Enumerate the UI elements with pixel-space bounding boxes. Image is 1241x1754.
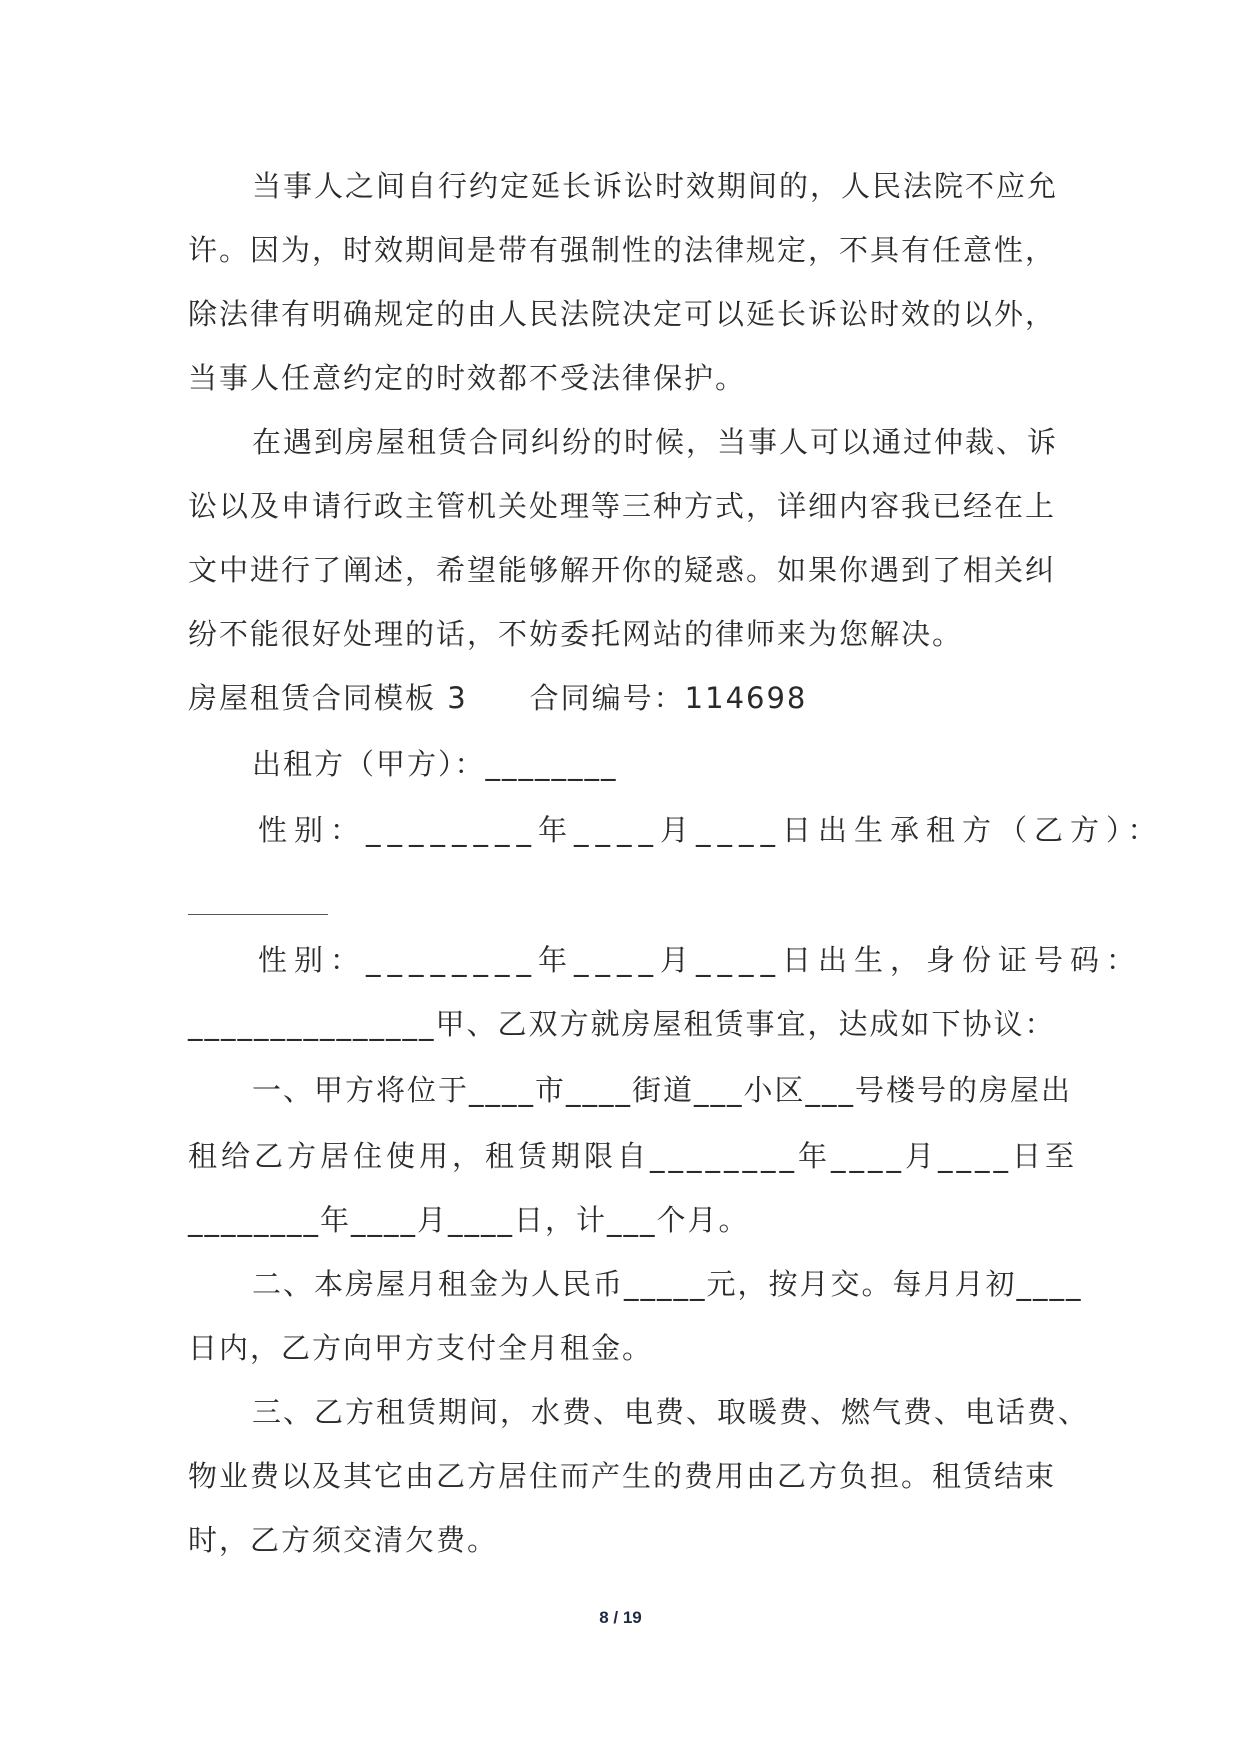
paragraph-line: 除法律有明确规定的由人民法院决定可以延长诉讼时效的以外， xyxy=(188,297,1057,331)
paragraph-line: 当事人任意约定的时效都不受法律保护。 xyxy=(188,361,747,395)
paragraph-line: 许。因为，时效期间是带有强制性的法律规定，不具有任意性， xyxy=(188,233,1057,267)
lessor-gender-line: 性别：________年____月____日出生承租方（乙方）： xyxy=(258,813,1164,847)
clause-line: 租给乙方居住使用，租赁期限自________年____月____日至 xyxy=(188,1139,1079,1173)
paragraph-line: 当事人之间自行约定延长诉讼时效期间的，人民法院不应允 xyxy=(252,169,1059,203)
paragraph-line: 在遇到房屋租赁合同纠纷的时候，当事人可以通过仲裁、诉 xyxy=(252,425,1059,459)
paragraph-line: 文中进行了阐述，希望能够解开你的疑惑。如果你遇到了相关纠 xyxy=(188,553,1057,587)
agreement-intro-line: _______________甲、乙双方就房屋租赁事宜，达成如下协议： xyxy=(188,1007,1056,1041)
clause-line: 二、本房屋月租金为人民币_____元，按月交。每月月初____ xyxy=(252,1267,1083,1301)
clause-line: 时，乙方须交清欠费。 xyxy=(188,1523,499,1557)
clause-line: 物业费以及其它由乙方居住而产生的费用由乙方负担。租赁结束 xyxy=(188,1459,1057,1493)
clause-line: 三、乙方租赁期间，水费、电费、取暖费、燃气费、电话费、 xyxy=(252,1395,1090,1429)
lessee-gender-line: 性别：________年____月____日出生，身份证号码： xyxy=(258,943,1143,977)
lessor-line: 出租方（甲方）：________ xyxy=(252,747,618,781)
clause-line: 一、甲方将位于____市____街道___小区___号楼号的房屋出 xyxy=(252,1073,1073,1107)
clause-line: ________年____月____日，计___个月。 xyxy=(188,1203,750,1237)
contract-heading: 房屋租赁合同模板 3 合同编号：114698 xyxy=(188,681,808,715)
page-number: 8 / 19 xyxy=(599,1608,642,1627)
paragraph-line: 纷不能很好处理的话，不妨委托网站的律师来为您解决。 xyxy=(188,617,964,651)
lessee-name-blank xyxy=(188,914,328,915)
paragraph-line: 讼以及申请行政主管机关处理等三种方式，详细内容我已经在上 xyxy=(188,489,1057,523)
clause-line: 日内，乙方向甲方支付全月租金。 xyxy=(188,1331,654,1365)
